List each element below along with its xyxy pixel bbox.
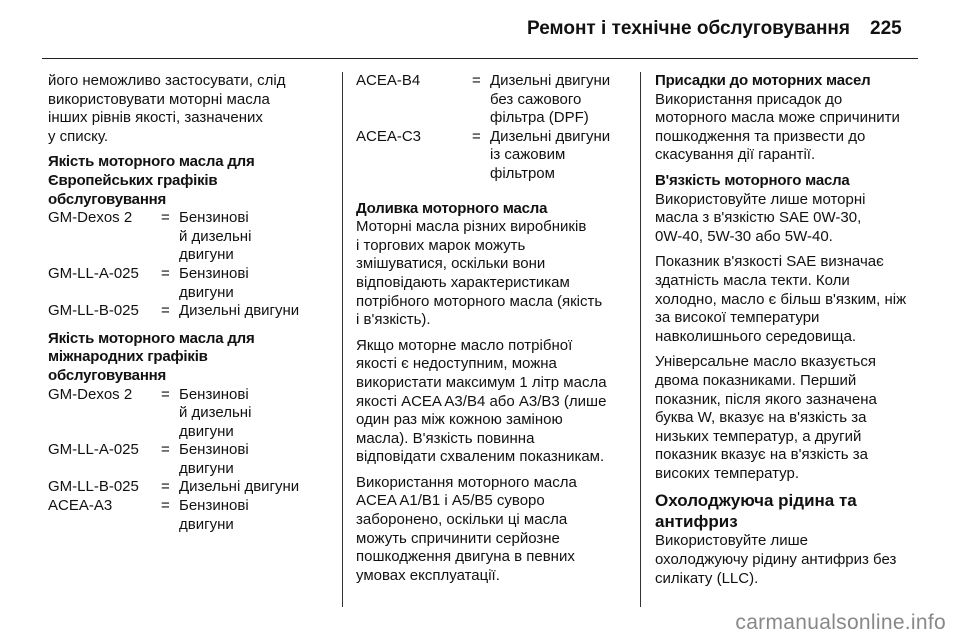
viscosity-heading: В'язкість моторного масла [655,171,850,189]
spec-key: GM-LL-B-025 [48,478,139,496]
additives-heading: Присадки до моторних масел [655,72,871,89]
spec-equals: = [161,441,170,459]
spec-equals: = [161,302,170,320]
watermark: carmanualsonline.info [735,611,946,634]
spec-value: Бензинові двигуни [179,441,249,477]
viscosity-paragraph-2: Показник в'язкості SAE визначає здатність масла текти. Коли холодно, масло є більш в'язким, ніж за високої температури навколишнього середовища. [655,253,907,345]
spec-key: GM-LL-B-025 [48,302,139,320]
spec-key: GM-Dexos 2 [48,209,133,227]
spec-row [356,128,632,184]
viscosity-paragraph-3: Універсальне масло вказується двома показниками. Перший показник, після якого зазначена буква W, вказує на в'язкість за низьких температур, а другий показник вказує на в'язкість за високих температур. [655,353,877,482]
spec-key: ACEA-A3 [48,497,113,515]
spec-value: Дизельні двигуни [179,302,300,320]
spec-value: Дизельні двигуни без сажового фільтра (DPF) [490,72,611,127]
coolant-heading: Охолоджуюча рідина та антифриз [655,491,857,532]
intro-paragraph: його неможливо застосувати, слід використовувати моторні масла інших рівнів якості, зазначених у списку. [48,72,286,145]
intl-spec-table [48,386,338,535]
spec-key: GM-Dexos 2 [48,385,133,403]
spec-equals: = [161,209,170,227]
eu-oil-quality-heading: Якість моторного масла для Європейських графіків обслуговування [48,153,255,208]
spec-value: Бензинові двигуни [179,264,249,301]
spec-equals: = [161,497,170,515]
intl-oil-quality-heading: Якість моторного масла для міжнародних графіків обслуговування [48,329,255,384]
coolant-paragraph: Використовуйте лише охолоджуючу рідину антифриз без силікату (LLC). [655,532,897,587]
spec-row [48,497,338,534]
spec-equals: = [161,264,170,282]
spec-row [48,265,338,302]
spec-equals: = [161,478,170,496]
column-middle [356,72,632,592]
spec-key: GM-LL-A-025 [48,441,139,459]
spec-row [48,478,338,497]
spec-value: Бензинові й дизельні двигуни [179,209,252,264]
topup-paragraph-1: Моторні масла різних виробників і торгових марок можуть змішуватися, оскільки вони відповідають характеристикам потрібного моторного масла (якість і в'язкість). [356,218,603,329]
spec-value: Дизельні двигуни [179,478,300,496]
spec-value: Бензинові двигуни [179,497,249,533]
spec-key: GM-LL-A-025 [48,264,139,282]
column-left [48,72,338,534]
column-right [655,72,930,595]
page-title: Ремонт і технічне обслуговування [527,18,850,39]
spec-equals: = [472,72,481,89]
spec-equals: = [161,385,170,403]
spec-equals: = [472,127,481,145]
viscosity-paragraph-1: Використовуйте лише моторні масла з в'язкістю SAE 0W-30, 0W-40, 5W-30 або 5W-40. [655,190,866,245]
topup-paragraph-3: Використання моторного масла ACEA A1/B1 і A5/B5 суворо заборонено, оскільки ці масла можуть спричинити серйозне пошкодження двигуна в певних умовах експлуатації. [356,473,577,584]
spec-row [356,72,632,128]
page-number: 225 [870,18,902,39]
topup-heading: Доливка моторного масла [356,199,548,217]
spec-value: Бензинові й дизельні двигуни [179,385,252,440]
topup-paragraph-2: Якщо моторне масло потрібної якості є недоступним, можна використати максимум 1 літр масла якості ACEA A3/B4 або A3/B3 (лише один раз між кожною заміною масла). В'язкість повинна відповідати схваленим показникам. [356,336,607,466]
spec-key: ACEA-C3 [356,127,422,145]
spec-row [48,302,338,321]
acea-spec-table [356,72,632,184]
column-divider [342,72,343,607]
spec-row [48,209,338,265]
additives-paragraph: Використання присадок до моторного масла може спричинити пошкодження та призвести до скасування дії гарантії. [655,90,900,164]
spec-row [48,386,338,442]
column-divider [640,72,641,607]
header-rule [42,58,918,59]
eu-spec-table [48,209,338,321]
spec-row [48,441,338,478]
spec-key: ACEA-B4 [356,72,421,89]
spec-value: Дизельні двигуни із сажовим фільтром [490,127,611,182]
